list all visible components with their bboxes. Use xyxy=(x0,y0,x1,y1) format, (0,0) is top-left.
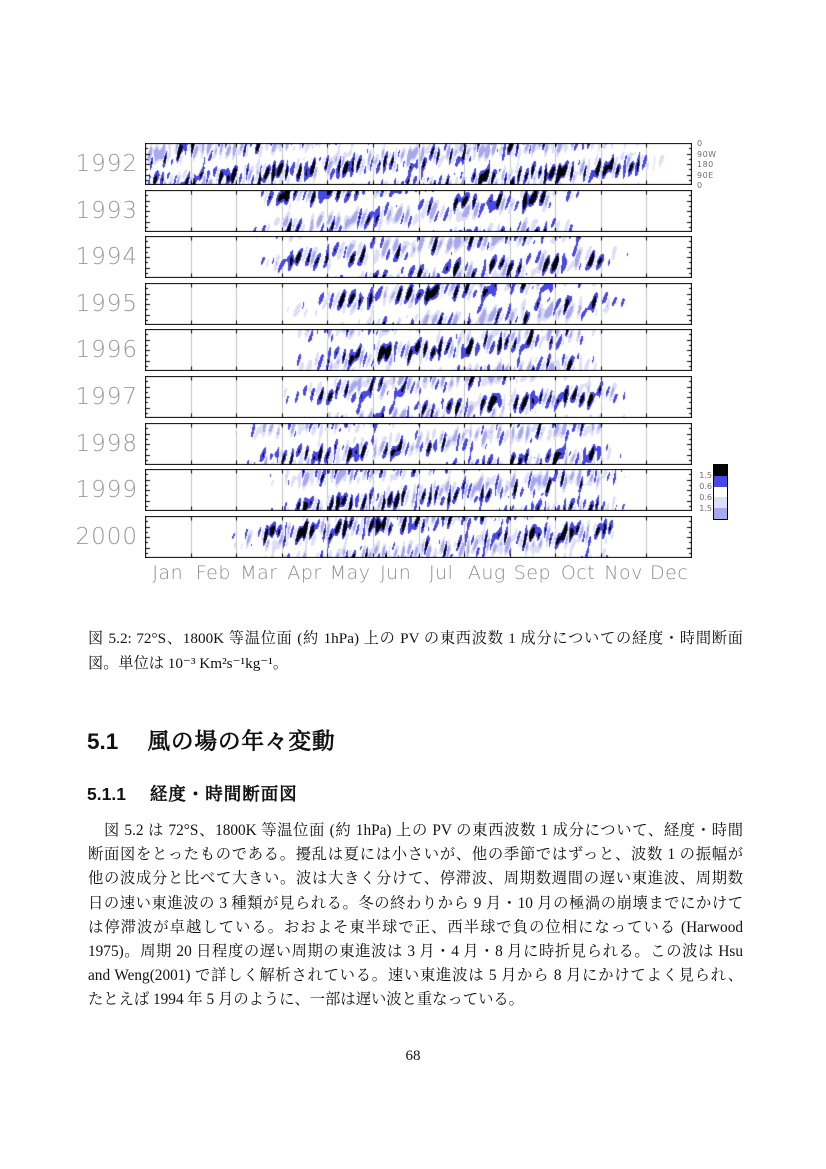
longitude-tick-label: 90E xyxy=(697,170,714,180)
hovmoller-panel-1996 xyxy=(145,329,692,371)
figure-year-row xyxy=(0,329,826,371)
longitude-tick-label: 180 xyxy=(697,160,714,169)
figure-caption xyxy=(88,626,743,676)
paragraph-line: 日の速い東進波の 3 種類が見られる。冬の終わりから 9 月・10 月の極渦の崩壊までにかけて xyxy=(88,894,743,912)
paragraph-line: たとえば 1994 年 5 月のように、一部は遅い波と重なっている。 xyxy=(88,991,524,1009)
paragraph-line: 他の波成分と比べて大きい。波は大きく分けて、停滞波、周期数週間の遅い東進波、周期数 xyxy=(88,870,743,888)
caption-line-2: 図。単位は 10⁻³ Km²s⁻¹kg⁻¹。 xyxy=(88,655,289,672)
month-tick-label: Jun xyxy=(380,562,412,584)
month-tick-label: Jan xyxy=(152,562,184,584)
figure-year-row xyxy=(0,236,826,278)
figure-year-row xyxy=(0,190,826,232)
figure-year-row xyxy=(0,423,826,465)
year-axis-label: 2000 xyxy=(75,523,138,550)
caption-line-1: 図 5.2: 72°S、1800K 等温位面 (約 1hPa) 上の PV の東西波数 1 成分についての経度・時間断面 xyxy=(88,630,743,647)
colorbar-segment xyxy=(714,497,727,508)
hovmoller-panel-1992 xyxy=(145,143,692,185)
colorbar-segment xyxy=(714,476,727,487)
colorbar-segment xyxy=(714,487,727,498)
figure-year-row xyxy=(0,516,826,558)
page-number: 68 xyxy=(405,1048,421,1064)
longitude-tick-label: 0 xyxy=(697,139,703,148)
paragraph-line: 図 5.2 は 72°S、1800K 等温位面 (約 1hPa) 上の PV の東西波数 1 成分について、経度・時間 xyxy=(88,822,743,839)
paragraph-line: 断面図をとったものである。擾乱は夏には小さいが、他の季節ではずっと、波数 1 の振幅が xyxy=(88,846,743,864)
colorbar-segment xyxy=(714,508,727,519)
hovmoller-panel-1998 xyxy=(145,423,692,465)
subsection-title: 経度・時間断面図 xyxy=(149,784,298,804)
year-axis-label: 1995 xyxy=(75,290,138,317)
month-tick-label: Sep xyxy=(513,562,552,584)
month-tick-label: Jul xyxy=(429,562,454,584)
paragraph-line: and Weng(2001) で詳しく解析されている。速い東進波は 5 月から 8 月にかけてよく見られ、 xyxy=(88,967,743,985)
month-tick-label: Aug xyxy=(467,562,506,584)
hovmoller-panel-1999 xyxy=(145,469,692,511)
year-axis-label: 1992 xyxy=(75,151,138,177)
month-axis xyxy=(145,562,692,588)
section-title: 風の場の年々変動 xyxy=(147,729,336,754)
section-heading xyxy=(87,724,787,756)
longitude-tick-label: 90W xyxy=(697,149,717,159)
hovmoller-panel-1997 xyxy=(145,376,692,418)
colorbar-tick-label: 0.6 xyxy=(699,482,712,492)
hovmoller-panel-1993 xyxy=(145,190,692,232)
month-tick-label: Nov xyxy=(604,562,643,584)
year-axis-label: 1997 xyxy=(75,384,138,410)
month-tick-label: Oct xyxy=(560,562,596,584)
hovmoller-panel-2000 xyxy=(145,516,692,558)
colorbar xyxy=(714,465,727,519)
colorbar-tick-label: 0.6 xyxy=(699,492,712,502)
month-tick-label: Feb xyxy=(195,562,231,584)
paragraph-line: 1975)。周期 20 日程度の遅い周期の東進波は 3 月・4 月・8 月に時折見られる。この波は Hsu xyxy=(88,942,743,960)
longitude-tick-label: 0 xyxy=(697,181,703,190)
year-axis-label: 1994 xyxy=(75,244,138,271)
year-axis-label: 1999 xyxy=(75,477,138,504)
colorbar-segment xyxy=(714,465,727,476)
hovmoller-panel-1995 xyxy=(145,283,692,325)
figure-year-row xyxy=(0,283,826,325)
month-tick-label: Mar xyxy=(240,562,278,584)
year-axis-label: 1996 xyxy=(75,337,138,364)
subsection-number: 5.1.1 xyxy=(87,784,126,804)
hovmoller-panel-1994 xyxy=(145,236,692,278)
year-axis-label: 1998 xyxy=(75,430,138,457)
colorbar-tick-label: 1.5 xyxy=(699,503,712,513)
section-number: 5.1 xyxy=(87,729,119,754)
month-tick-label: Dec xyxy=(650,562,689,584)
month-tick-label: May xyxy=(329,562,371,584)
month-tick-label: Apr xyxy=(287,562,322,584)
year-axis-label: 1993 xyxy=(75,197,138,224)
colorbar-tick-label: 1.5 xyxy=(699,471,712,481)
body-paragraph xyxy=(88,819,743,1013)
figure-year-row xyxy=(0,376,826,418)
subsection-heading xyxy=(87,781,787,806)
paragraph-line: は停滞波が卓越している。おおよそ東半球で正、西半球で負の位相になっている (Harwood xyxy=(88,918,743,936)
